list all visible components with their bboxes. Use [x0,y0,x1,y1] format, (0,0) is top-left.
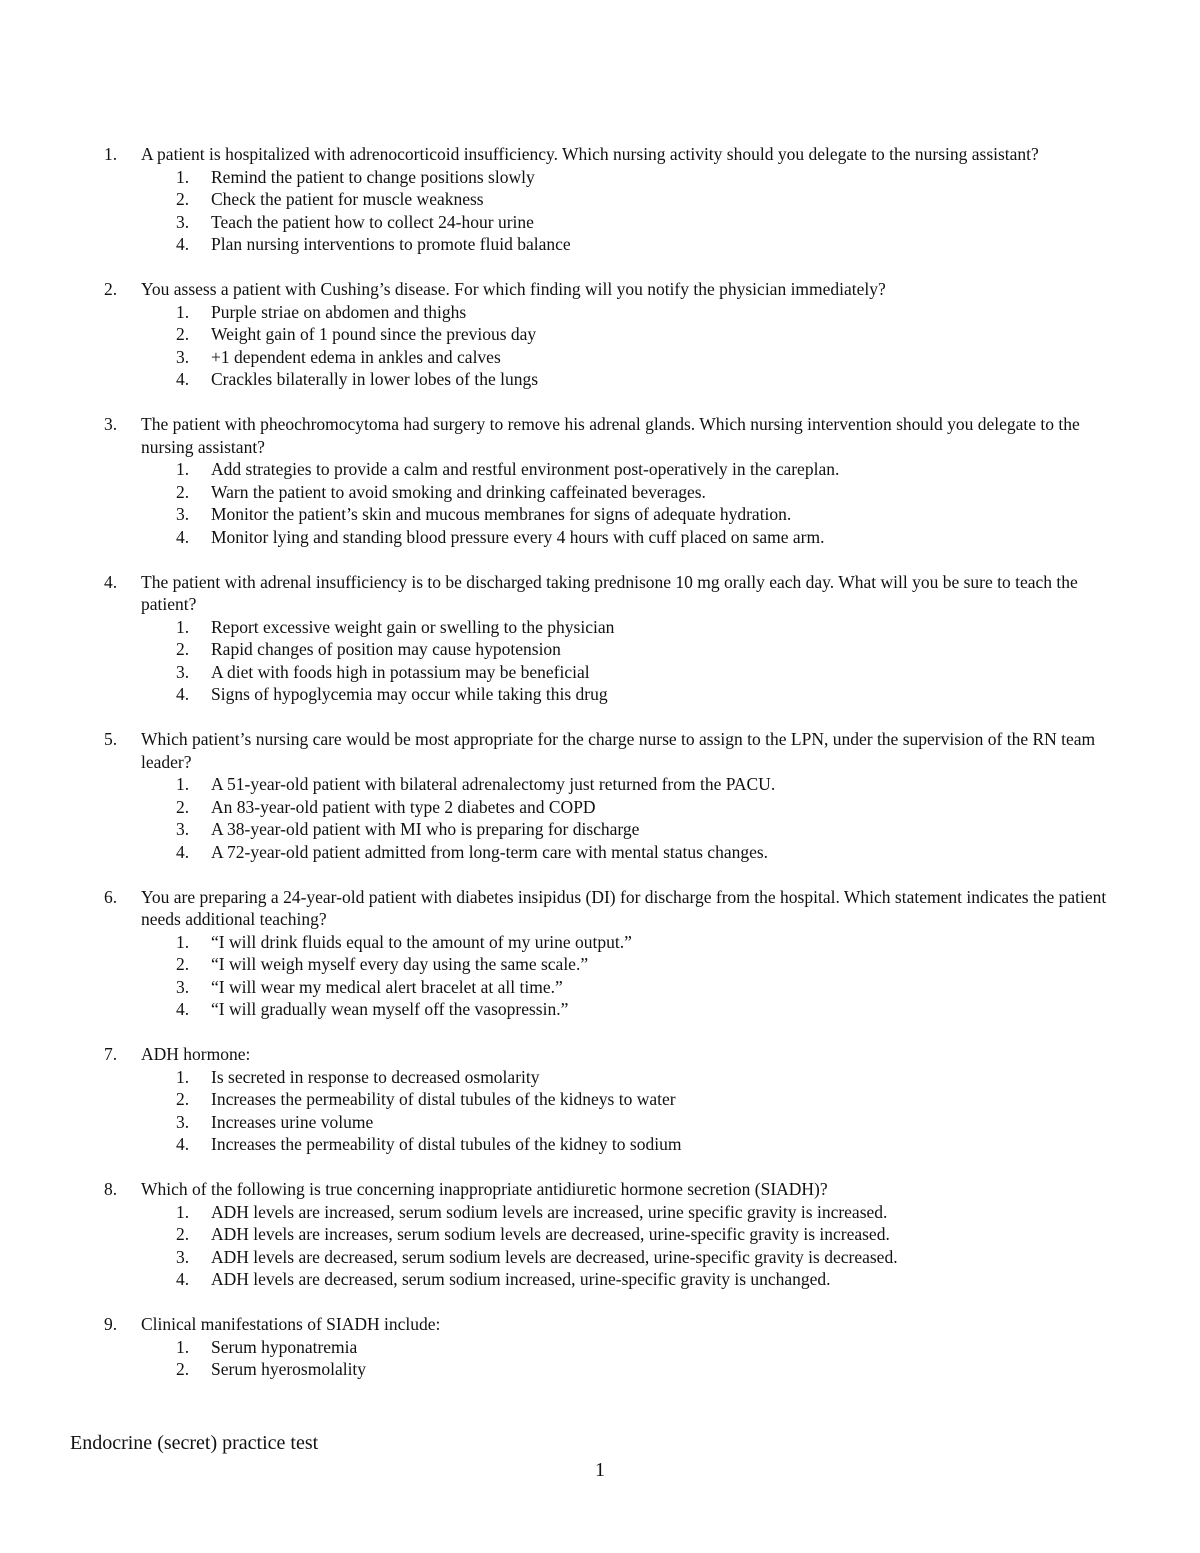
option-number: 1. [176,616,190,637]
question-7 [0,1043,1200,1156]
option-number: 2. [176,1224,190,1244]
option-number: 1. [176,1201,190,1222]
option-text: “I will drink fluids equal to the amount of my urine output.” [211,931,632,952]
question-text: You are preparing a 24-year-old patient with diabetes insipidus (DI) for discharge from the hospital. Which statement indicates the patient needs additional teaching? [141,886,1107,929]
answer-option [0,773,1200,796]
answer-option [0,638,1200,661]
answer-option [0,818,1200,841]
answer-option [0,526,1200,549]
page-number: 1 [595,1459,605,1481]
answer-option [0,1246,1200,1269]
answer-option [0,1358,1200,1381]
option-number: 3. [176,1111,190,1132]
option-text: Warn the patient to avoid smoking and drinking caffeinated beverages. [211,481,706,502]
answer-option [0,1223,1200,1246]
answer-option [0,503,1200,526]
option-number: 2. [176,324,190,344]
answer-option [0,368,1200,391]
option-text: Signs of hypoglycemia may occur while taking this drug [211,684,608,704]
question-number: 5. [104,729,118,749]
question-text: A patient is hospitalized with adrenocorticoid insufficiency. Which nursing activity should you delegate to the nursing assistant? [141,144,1039,164]
option-number: 4. [176,234,190,254]
answer-option [0,1133,1200,1156]
option-number: 3. [176,211,190,232]
answer-option [0,841,1200,864]
answer-option [0,323,1200,346]
option-text: Increases the permeability of distal tubules of the kidneys to water [211,1089,676,1109]
option-text: A diet with foods high in potassium may be beneficial [211,661,590,682]
option-text: Teach the patient how to collect 24-hour urine [211,211,534,232]
option-number: 4. [176,1269,190,1289]
option-number: 2. [176,796,190,817]
option-text: +1 dependent edema in ankles and calves [211,346,501,367]
document-footer-title: Endocrine (secret) practice test [70,1432,319,1454]
answer-option [0,931,1200,954]
option-number: 1. [176,1336,190,1357]
answer-option [0,1336,1200,1359]
option-text: Remind the patient to change positions slowly [211,166,535,187]
question-3 [0,413,1200,548]
answer-option [0,1268,1200,1291]
option-number: 2. [176,189,190,209]
option-number: 3. [176,346,190,367]
question-number: 7. [104,1044,118,1064]
option-number: 1. [176,166,190,187]
question-text: The patient with pheochromocytoma had surgery to remove his adrenal glands. Which nursing intervention should you delegate to the nursing assistant? [141,414,1080,457]
option-number: 3. [176,976,190,997]
option-text: ADH levels are increased, serum sodium levels are increased, urine specific gravity is increased. [211,1201,888,1222]
option-number: 4. [176,684,190,704]
question-text: You assess a patient with Cushing’s disease. For which finding will you notify the physician immediately? [141,279,886,299]
option-text: Check the patient for muscle weakness [211,189,484,209]
option-text: ADH levels are decreased, serum sodium increased, urine-specific gravity is unchanged. [211,1269,831,1289]
answer-option [0,1088,1200,1111]
option-text: Report excessive weight gain or swelling to the physician [211,616,615,637]
option-number: 1. [176,459,190,479]
option-text: “I will gradually wean myself off the vasopressin.” [211,999,569,1019]
option-number: 3. [176,819,190,839]
option-text: Monitor the patient’s skin and mucous membranes for signs of adequate hydration. [211,504,792,524]
answer-option [0,998,1200,1021]
option-text: Increases the permeability of distal tubules of the kidney to sodium [211,1134,682,1154]
answer-option [0,1111,1200,1134]
option-text: ADH levels are decreased, serum sodium levels are decreased, urine-specific gravity is decreased. [211,1246,898,1267]
option-number: 1. [176,1066,190,1087]
option-text: Monitor lying and standing blood pressure every 4 hours with cuff placed on same arm. [211,526,825,547]
option-number: 4. [176,999,190,1019]
answer-option [0,796,1200,819]
answer-option [0,481,1200,504]
option-text: Increases urine volume [211,1111,374,1132]
option-text: “I will weigh myself every day using the same scale.” [211,954,589,974]
answer-option [0,211,1200,234]
answer-option [0,346,1200,369]
option-text: A 72-year-old patient admitted from long-term care with mental status changes. [211,841,769,862]
question-number: 1. [104,144,118,164]
question-number: 6. [104,886,118,907]
question-text: ADH hormone: [141,1044,251,1064]
option-text: Purple striae on abdomen and thighs [211,301,467,322]
question-text: Which of the following is true concerning inappropriate antidiuretic hormone secretion (SIADH)? [141,1179,828,1199]
option-text: Serum hyerosmolality [211,1359,367,1379]
option-number: 3. [176,661,190,682]
question-text: The patient with adrenal insufficiency is to be discharged taking prednisone 10 mg orally each day. What will you be sure to teach the patient? [141,571,1078,614]
option-number: 2. [176,954,190,974]
answer-option [0,301,1200,324]
option-text: ADH levels are increases, serum sodium levels are decreased, urine-specific gravity is increased. [211,1224,890,1244]
option-text: Plan nursing interventions to promote fluid balance [211,234,571,254]
answer-option [0,661,1200,684]
option-text: Rapid changes of position may cause hypotension [211,639,561,659]
answer-option [0,1066,1200,1089]
option-text: A 38-year-old patient with MI who is preparing for discharge [211,819,640,839]
option-number: 3. [176,1246,190,1267]
option-number: 4. [176,369,190,389]
question-text: Which patient’s nursing care would be most appropriate for the charge nurse to assign to the LPN, under the supervision of the RN team leader? [141,729,1096,772]
option-number: 2. [176,481,190,502]
answer-option [0,166,1200,189]
option-number: 3. [176,504,190,524]
option-text: Crackles bilaterally in lower lobes of the lungs [211,369,539,389]
question-number: 4. [104,571,118,592]
answer-option [0,233,1200,256]
question-9 [0,1313,1200,1381]
question-number: 2. [104,279,118,299]
answer-option [0,683,1200,706]
option-number: 1. [176,301,190,322]
option-text: “I will wear my medical alert bracelet at all time.” [211,976,563,997]
option-text: Weight gain of 1 pound since the previous day [211,324,537,344]
question-2 [0,278,1200,391]
question-8 [0,1178,1200,1291]
option-text: Is secreted in response to decreased osmolarity [211,1066,540,1087]
question-list [0,143,1200,1403]
answer-option [0,1201,1200,1224]
answer-option [0,976,1200,999]
option-number: 4. [176,1134,190,1154]
option-number: 2. [176,639,190,659]
answer-option [0,616,1200,639]
question-6 [0,886,1200,1021]
option-text: Add strategies to provide a calm and restful environment post-operatively in the careplan. [211,459,840,479]
question-number: 8. [104,1179,118,1199]
question-5 [0,728,1200,863]
option-number: 4. [176,526,190,547]
answer-option [0,953,1200,976]
option-number: 4. [176,841,190,862]
question-1 [0,143,1200,256]
option-number: 2. [176,1089,190,1109]
question-number: 3. [104,414,118,434]
option-text: An 83-year-old patient with type 2 diabetes and COPD [211,796,596,817]
option-text: Serum hyponatremia [211,1336,358,1357]
option-number: 1. [176,774,190,794]
option-number: 1. [176,931,190,952]
option-text: A 51-year-old patient with bilateral adrenalectomy just returned from the PACU. [211,774,776,794]
option-number: 2. [176,1359,190,1379]
answer-option [0,458,1200,481]
question-4 [0,571,1200,706]
question-number: 9. [104,1314,118,1334]
question-text: Clinical manifestations of SIADH include: [141,1314,441,1334]
answer-option [0,188,1200,211]
